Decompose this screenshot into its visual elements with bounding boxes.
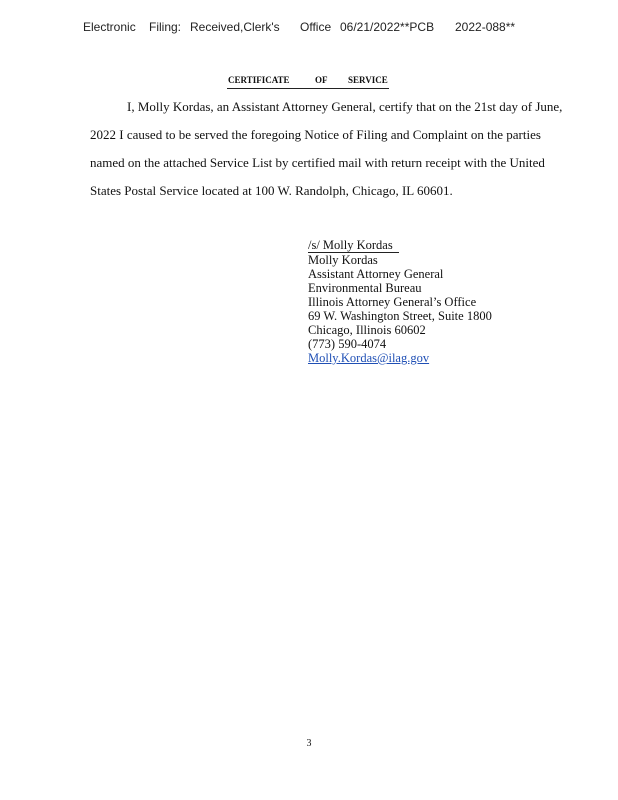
signature-block <box>308 238 548 365</box>
page-number: 3 <box>306 738 312 749</box>
signer-street-address: 69 W. Washington Street, Suite 1800 <box>308 309 492 323</box>
signer-email-link[interactable]: Molly.Kordas@ilag.gov <box>308 351 430 365</box>
header-date-pcb: 06/21/2022**PCB <box>340 20 435 34</box>
certificate-body-line-1: I, Molly Kordas, an Assistant Attorney General, certify that on the 21st day of June, <box>127 99 563 114</box>
signer-name: Molly Kordas <box>308 253 378 267</box>
signer-phone: (773) 590-4074 <box>308 337 387 351</box>
header-received: Received,Clerk's <box>190 20 280 34</box>
header-filing: Filing: <box>149 20 182 34</box>
certificate-body-line-4: States Postal Service located at 100 W. Randolph, Chicago, IL 60601. <box>90 183 453 198</box>
filing-header <box>0 20 618 38</box>
signer-city-state-zip: Chicago, Illinois 60602 <box>308 323 426 337</box>
header-case-number: 2022-088** <box>455 20 516 34</box>
header-office: Office <box>300 20 332 34</box>
signer-title: Assistant Attorney General <box>308 267 444 281</box>
certificate-title-word1: CERTIFICATE <box>228 75 290 85</box>
header-electronic: Electronic <box>83 20 136 34</box>
electronic-signature: /s/ Molly Kordas <box>308 238 399 253</box>
certificate-title-word2: OF <box>315 75 328 85</box>
certificate-body-line-2: 2022 I caused to be served the foregoing Notice of Filing and Complaint on the parties <box>90 127 541 142</box>
certificate-title <box>227 74 389 89</box>
certificate-body-line-3: named on the attached Service List by certified mail with return receipt with the United <box>90 155 545 170</box>
signer-bureau: Environmental Bureau <box>308 281 422 295</box>
certificate-title-word3: SERVICE <box>348 75 388 85</box>
signer-office: Illinois Attorney General’s Office <box>308 295 477 309</box>
